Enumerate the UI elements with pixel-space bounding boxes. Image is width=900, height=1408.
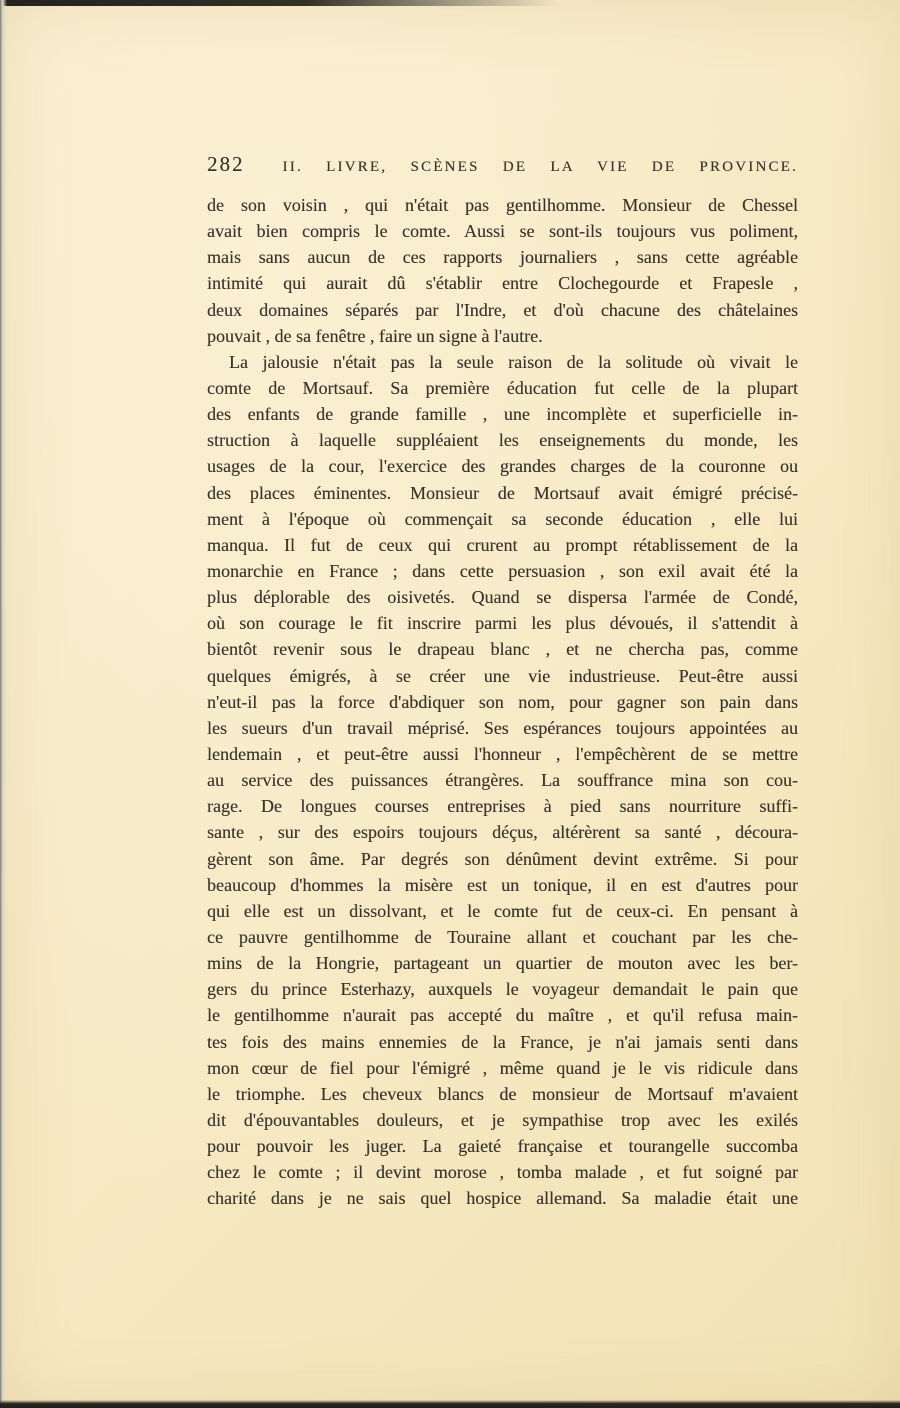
text-line: beaucoup d'hommes la misère est un tonique, il en est d'autres pour (207, 874, 798, 895)
page-content (207, 152, 798, 1211)
scan-edge-bottom (0, 1400, 900, 1408)
text-line: intimité qui aurait dû s'établir entre Clochegourde et Frapesle , (207, 273, 798, 294)
text-line: ce pauvre gentilhomme de Touraine allant et couchant par les che- (207, 926, 798, 947)
text-line: dit d'épouvantables douleurs, et je sympathise trop avec les exilés (207, 1109, 798, 1130)
text-line: bientôt revenir sous le drapeau blanc , et ne chercha pas, comme (207, 639, 798, 660)
text-line: La jalousie n'était pas la seule raison de la solitude où vivait le (229, 351, 798, 372)
text-line: mais sans aucun de ces rapports journaliers , sans cette agréable (207, 247, 798, 268)
text-line: le triomphe. Les cheveux blancs de monsieur de Mortsauf m'avaient (207, 1083, 798, 1104)
text-line: deux domaines séparés par l'Indre, et d'où chacune des châtelaines (207, 299, 798, 320)
text-line: qui elle est un dissolvant, et le comte fut de ceux-ci. En pensant à (207, 900, 798, 921)
text-line: tes fois des mains ennemies de la France, je n'ai jamais senti dans (207, 1031, 798, 1052)
text-line: manqua. Il fut de ceux qui crurent au prompt rétablissement de la (207, 534, 798, 555)
text-line: usages de la cour, l'exercice des grandes charges de la couronne ou (207, 456, 798, 477)
text-line: lendemain , et peut-être aussi l'honneur , l'empêchèrent de se mettre (207, 743, 798, 764)
scan-edge-top (0, 0, 558, 6)
text-line: où son courage le fit inscrire parmi les plus dévoués, il s'attendit à (207, 613, 798, 634)
text-line: de son voisin , qui n'était pas gentilhomme. Monsieur de Chessel (207, 195, 798, 215)
body-text (207, 192, 798, 1211)
text-line: pour pouvoir les juger. La gaieté française et tourangelle succomba (207, 1136, 798, 1157)
text-line: le gentilhomme n'aurait pas accepté du maître , et qu'il refusa main- (207, 1005, 798, 1026)
page-number: 282 (207, 152, 245, 176)
running-header (207, 152, 798, 177)
text-line: plus déplorable des oisivetés. Quand se dispersa l'armée de Condé, (207, 587, 798, 608)
text-line: avait bien compris le comte. Aussi se sont-ils toujours vus poliment, (207, 221, 798, 242)
text-line: mon cœur de fiel pour l'émigré , même quand je le vis ridicule dans (207, 1057, 798, 1078)
text-line: gèrent son âme. Par degrés son dénûment devint extrême. Si pour (207, 848, 798, 869)
text-line: au service des puissances étrangères. La souffrance mina son cou- (207, 770, 798, 791)
text-line: rage. De longues courses entreprises à pied sans nourriture suffi- (207, 796, 798, 817)
text-line: pouvait , de sa fenêtre , faire un signe à l'autre. (207, 325, 543, 346)
text-line: quelques émigrés, à se créer une vie industrieuse. Peut-être aussi (207, 665, 798, 686)
text-line: sante , sur des espoirs toujours déçus, altérèrent sa santé , découra- (207, 822, 798, 843)
text-line: des places éminentes. Monsieur de Mortsauf avait émigré précisé- (207, 482, 798, 503)
text-line: les sueurs d'un travail méprisé. Ses espérances toujours appointées au (207, 717, 798, 738)
text-line: monarchie en France ; dans cette persuasion , son exil avait été la (207, 560, 798, 581)
text-line: gers du prince Esterhazy, auxquels le voyageur demandait le pain que (207, 979, 798, 1000)
text-line: des enfants de grande famille , une incomplète et superficielle in- (207, 404, 798, 425)
text-line: struction à laquelle suppléaient les enseignements du monde, les (207, 430, 798, 451)
text-line: chez le comte ; il devint morose , tomba malade , et fut soigné par (207, 1162, 798, 1183)
scan-edge-left (0, 0, 7, 1408)
running-title: II. LIVRE, SCÈNES DE LA VIE DE PROVINCE. (282, 159, 798, 175)
text-line: ment à l'époque où commençait sa seconde éducation , elle lui (207, 508, 798, 529)
text-line: comte de Mortsauf. Sa première éducation fut celle de la plupart (207, 377, 798, 398)
text-line: charité dans je ne sais quel hospice allemand. Sa maladie était une (207, 1188, 798, 1209)
text-line: n'eut-il pas la force d'abdiquer son nom, pour gagner son pain dans (207, 691, 798, 712)
text-line: mins de la Hongrie, partageant un quartier de mouton avec les ber- (207, 953, 798, 974)
